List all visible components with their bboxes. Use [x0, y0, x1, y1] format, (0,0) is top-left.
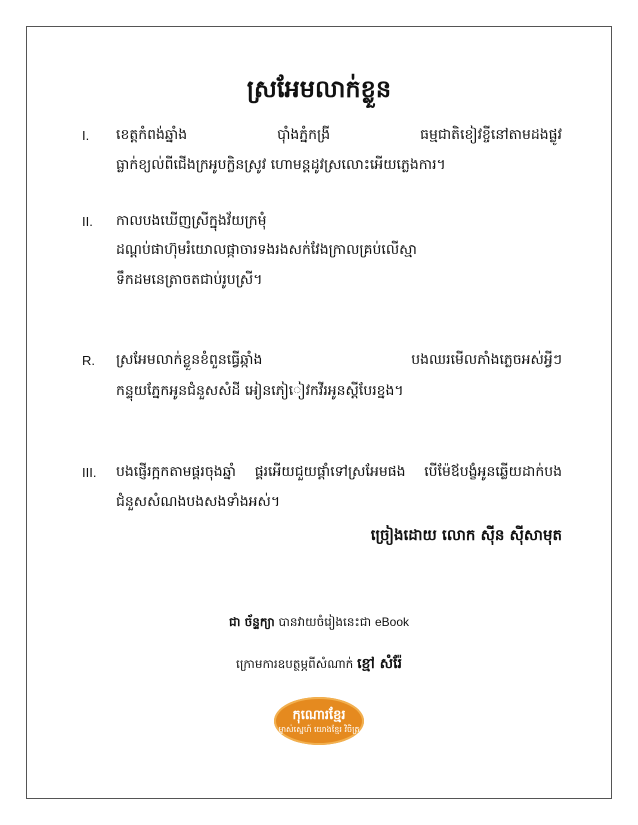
stanza-number: III. [82, 465, 97, 480]
phrase: បងផ្ញើរក្អកតាមផ្គរចុងឆ្នាំ [116, 464, 236, 480]
phrase: ប៉ាំងភ្នំកង្រី [277, 127, 331, 143]
stanza-line: កាលបងឃើញស្រីក្នុងវ័យក្រមុំ [116, 213, 267, 229]
logo-title: កុណោរខ្មែរ [292, 707, 346, 723]
phrase: បងឈរមើលភាំងភ្លេចអស់អ្វីៗ [411, 352, 562, 368]
stanza-line: កន្ទុយភ្នែកអូនជំនួសសំដី អៀនភៀៀវកវីរអូនស្ដីបែរខ្នង។ [116, 383, 404, 399]
logo-subtitle: ម្ចាស់ស្នេហ៍ យោងខ្មែរ វិចិត្រ [278, 724, 360, 734]
typist-name: ជា ច័ន្ទក្យា [229, 615, 275, 629]
sponsor-name: ខ្មៅ សំរ៉ែ [357, 656, 402, 672]
stanza-number: I. [82, 128, 90, 143]
stanza-line: ជំនួសសំណងបងសងទាំងអស់។ [116, 494, 281, 510]
song-title: ស្រអែមលាក់ខ្លួន [246, 75, 392, 103]
sponsor-credit [0, 654, 638, 675]
typist-credit [0, 614, 638, 632]
phrase: ស្រអែមលាក់ខ្លួនខំពួនធ្វើឆ្កាំង [116, 352, 263, 368]
stanza-line [116, 462, 562, 483]
stanza-number: II. [82, 214, 93, 229]
stanza-line: ដណ្ដប់ផាហ៊ុមរំយោលផ្កាចារទងរងសក់វែងក្រាលគ្រប់លើស្មា [116, 242, 417, 258]
stanza-line [116, 125, 562, 146]
stanza-number: R. [82, 353, 95, 368]
stanza-line [116, 350, 562, 371]
stanza-line: ទឹកដមនេត្រាចតជាប់រូបស្រី។ [116, 272, 263, 288]
phrase: ផ្គរអើយជួយផ្ដាំទៅស្រអែមផង [254, 464, 406, 480]
singer-credit: ច្រៀងដោយ លោក ស៊ីន ស៊ីសាមុត [370, 526, 562, 544]
phrase: ខេត្តកំពង់ឆ្នាំង [116, 127, 188, 143]
ebook-label: eBook [374, 615, 409, 629]
stanza-line: ធ្លាក់ខ្យល់ពីជើងក្រអូបក្លិនស្រូវ ហោមន្តដូវស្រលោះអើយភ្លេងការ។ [116, 157, 446, 173]
phrase: ធម្មជាតិខៀវខ្ចីនៅតាមដងផ្លូវ [420, 127, 562, 143]
publisher-logo [274, 697, 364, 745]
sponsor-text: ក្រោមការឧបត្ថម្ភពីសំណាក់ [236, 657, 354, 671]
phrase: បើម៉ែឪបង្ខំអូនឆ្លើយដាក់បង [424, 464, 562, 480]
typist-text: បានវាយចំរៀងនេះជា [278, 615, 372, 629]
